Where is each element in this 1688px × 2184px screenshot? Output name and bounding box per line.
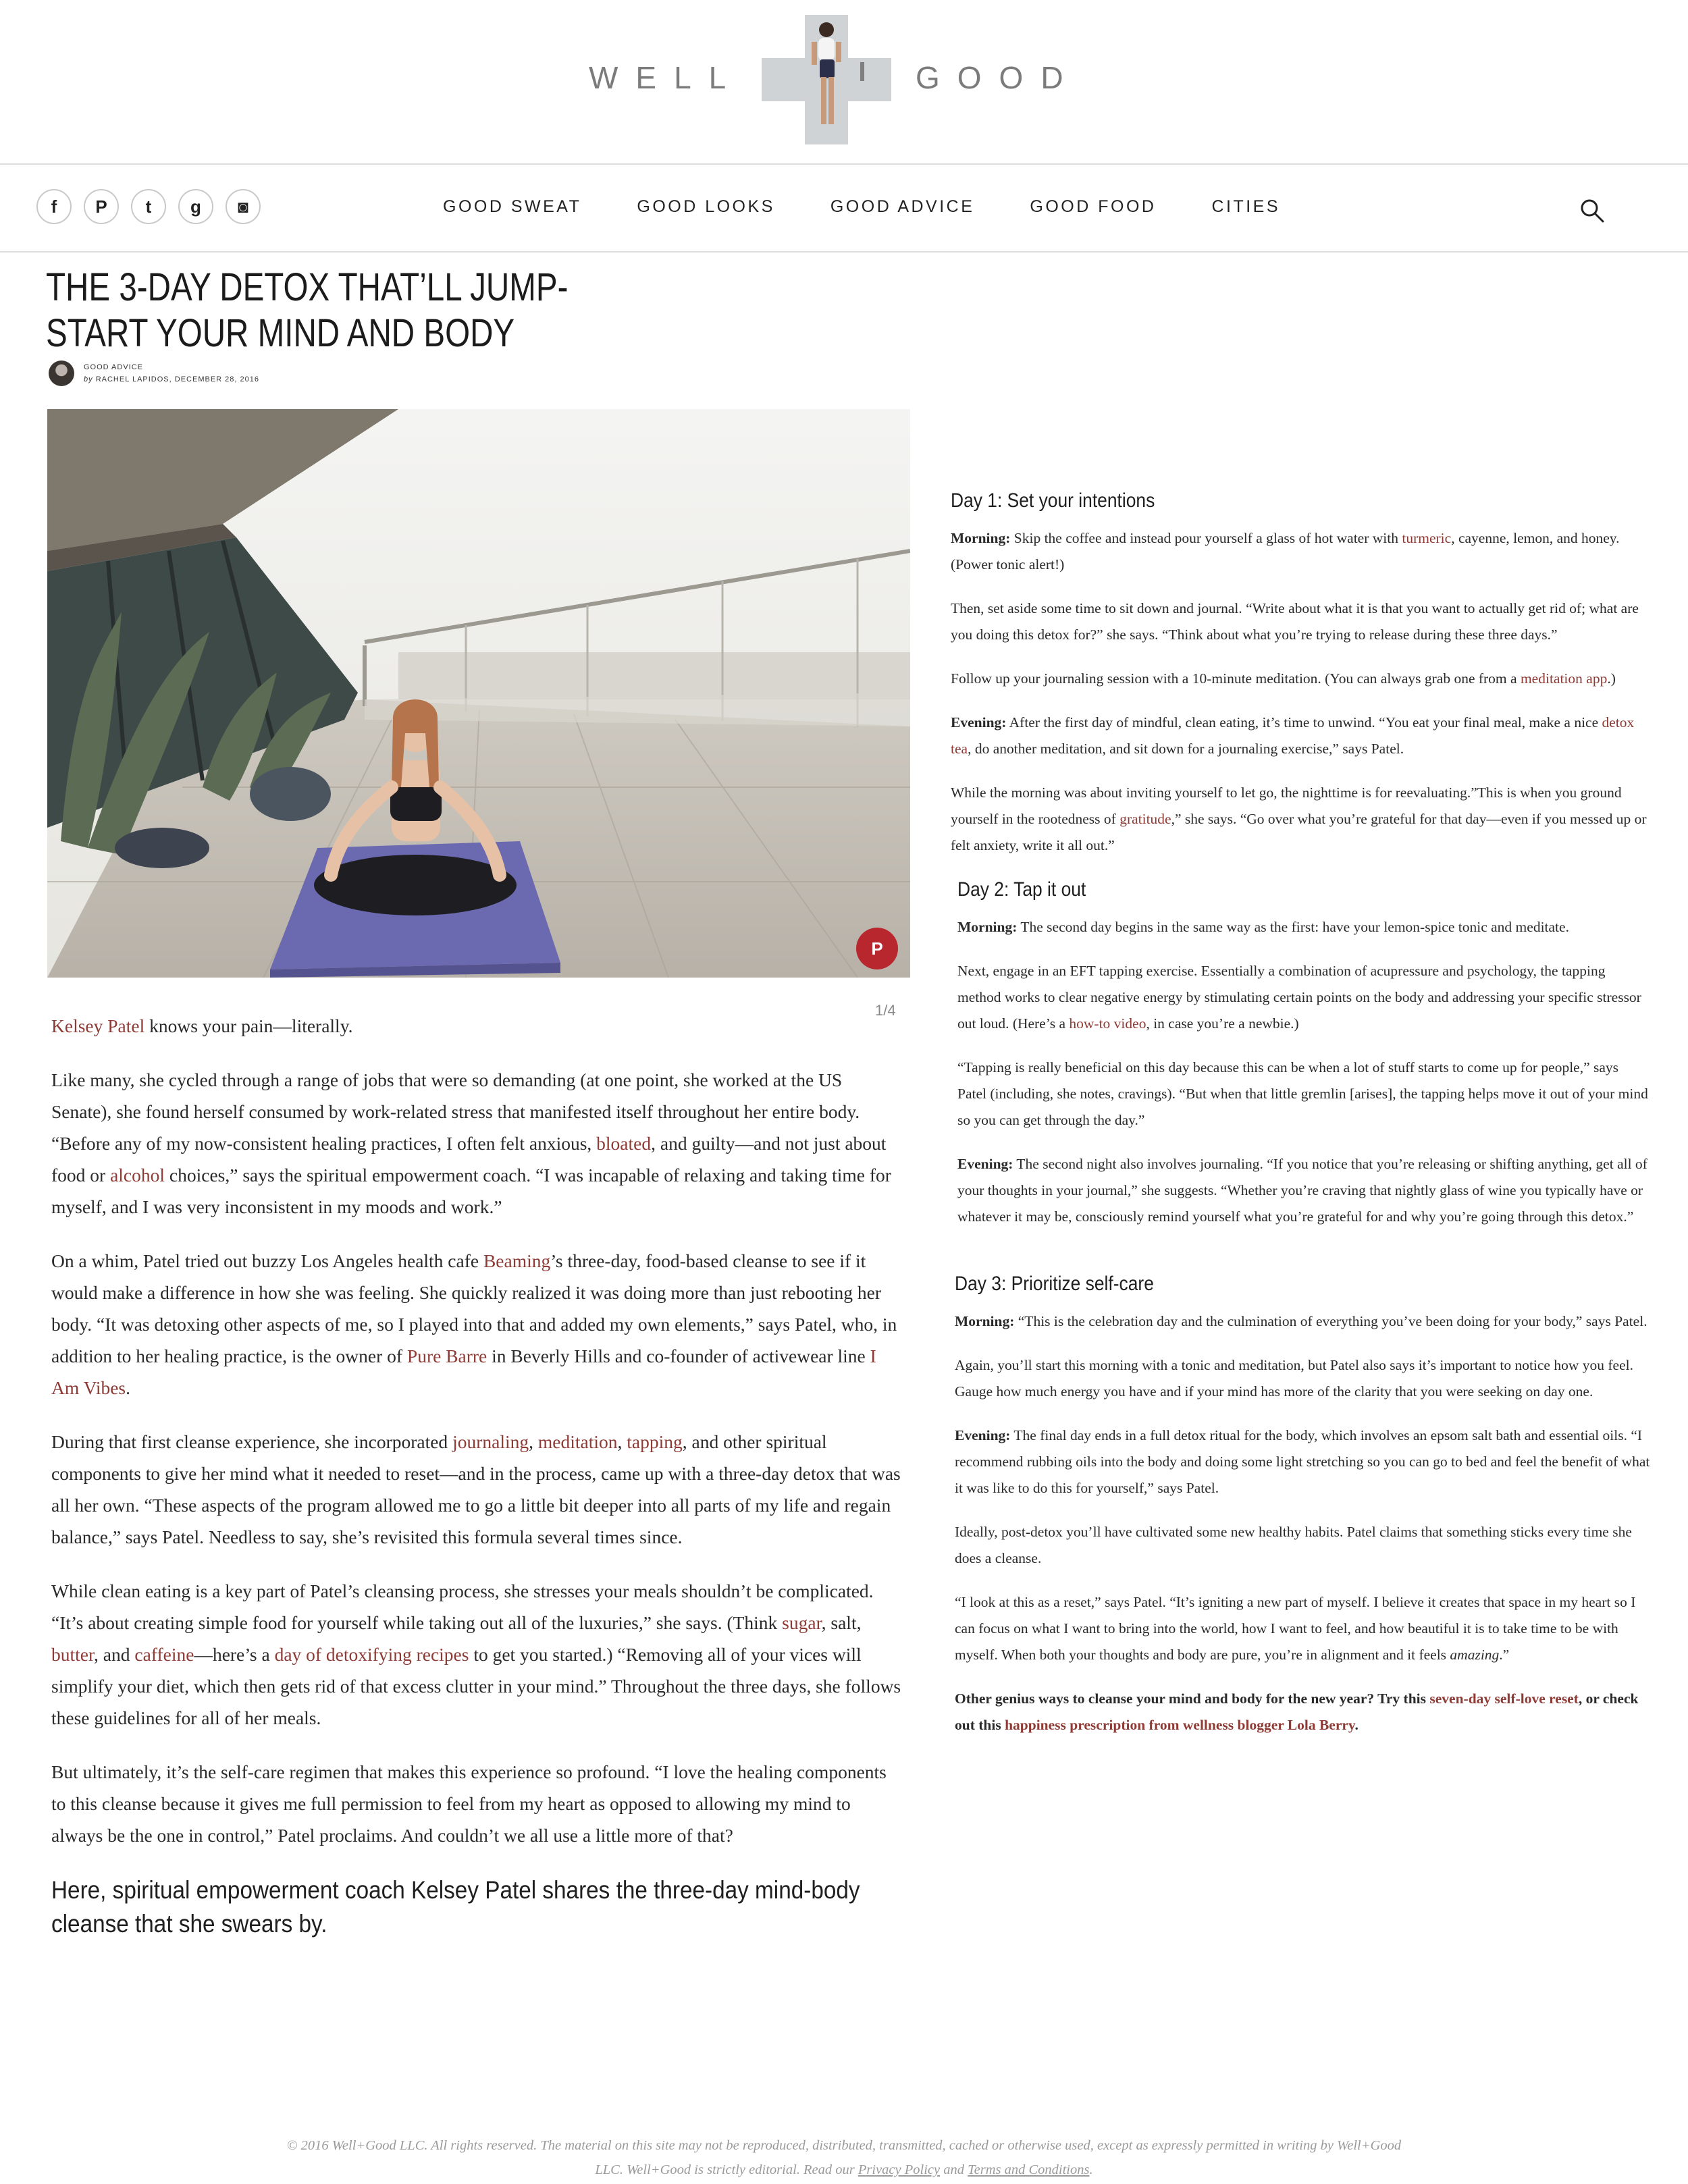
slide-counter: 1/4	[875, 1002, 896, 1019]
hero-image[interactable]	[47, 409, 910, 978]
link-tapping[interactable]: tapping	[627, 1431, 683, 1452]
category-link[interactable]: GOOD ADVICE	[84, 363, 144, 371]
link-how-to-video[interactable]: how-to video	[1069, 1015, 1146, 1032]
brand-logo-cross[interactable]	[762, 15, 891, 144]
article-body	[51, 1010, 903, 1941]
byline	[49, 361, 259, 386]
paragraph-background: Like many, she cycled through a range of jobs that were so demanding (at one point, she worked at the US Senate), she found herself consumed by work-related stress that manifested itself throughout her entire body. “Before any of my now-consistent healing practices, I often felt anxious, bloated, and guilty—and not just about food or alcohol choices,” says the spiritual empowerment coach. “I was incapable of relaxing and taking time for myself, and I was very inconsistent in my moods and work.”	[51, 1069, 891, 1217]
day1-evening: Evening: After the first day of mindful, clean eating, it’s time to unwind. “You eat your final meal, make a nice detox tea, do another meditation, and sit down for a journaling exercise,” says Patel.	[951, 714, 1635, 757]
link-caffeine[interactable]: caffeine	[134, 1644, 194, 1665]
brand-word-well[interactable]: WELL	[589, 60, 744, 95]
pinterest-icon[interactable]: P	[84, 189, 119, 224]
link-journaling[interactable]: journaling	[452, 1431, 529, 1452]
day1-meditation: Follow up your journaling session with a 10-minute meditation. (You can always grab one from a meditation app.)	[951, 670, 1616, 687]
link-meditation[interactable]: meditation	[537, 1431, 618, 1452]
social-links	[36, 189, 261, 224]
day2-eft: Next, engage in an EFT tapping exercise. Essentially a combination of acupressure and psychology, the tapping method works to clear negative energy by stimulating certain points on the body and addressing your specific stressor out loud. (Here’s a how-to video, in case you’re a newbie.)	[957, 963, 1641, 1032]
site-footer: © 2016 Well+Good LLC. All rights reserved. The material on this site may not be reproduced, distributed, transmitted, cached or otherwise used, except as expressly permitted in writing by Well+Good LLC. Well+Good is strictly editorial. Read our Privacy Policy and Terms and Conditions.	[286, 2138, 1402, 2177]
intro-paragraph: Kelsey Patel knows your pain—literally.	[51, 1015, 353, 1036]
pin-it-button[interactable]	[856, 928, 898, 969]
link-beaming[interactable]: Beaming	[483, 1250, 551, 1271]
day2-quote: “Tapping is really beneficial on this day because this can be when a lot of stuff starts to come up for people,” says Patel (including, she notes, cravings). “But when that little gremlin [arises], the tapping helps move it out of your mind so you can get through the day.”	[957, 1059, 1648, 1128]
link-detox-recipes[interactable]: day of detoxifying recipes	[274, 1644, 469, 1665]
link-meditation-app[interactable]: meditation app	[1520, 670, 1608, 687]
day3-heading: Day 3: Prioritize self-care	[955, 1273, 1154, 1295]
day3-morning: Morning: “This is the celebration day and the culmination of everything you’ve been doing for your body,” says Patel.	[955, 1313, 1647, 1329]
link-gratitude[interactable]: gratitude	[1119, 811, 1171, 827]
paragraph-first-cleanse: During that first cleanse experience, she incorporated journaling, meditation, tapping, and other spiritual components to give her mind what it needed to reset—and in the process, came up with a three-day detox that was all her own. “These aspects of the program allowed me to go a little bit deeper into all parts of my life and regain balance,” says Patel. Needless to say, she’s revisited this formula several times since.	[51, 1431, 901, 1547]
day3-evening: Evening: The final day ends in a full detox ritual for the body, which involves an epsom salt bath and essential oils. “I recommend rubbing oils into the body and doing some light stretching so you can go to bed and feel the benefit of what it was like to do this for yourself,” says Patel.	[955, 1427, 1650, 1496]
author-avatar[interactable]	[49, 361, 74, 386]
masthead	[0, 0, 1688, 165]
nav-good-looks[interactable]: GOOD LOOKS	[637, 197, 775, 216]
terms-link[interactable]: Terms and Conditions	[968, 2162, 1090, 2177]
link-i-am-vibes[interactable]: I Am Vibes	[51, 1346, 876, 1398]
day1-heading: Day 1: Set your intentions	[951, 489, 1155, 512]
search-icon[interactable]	[1579, 197, 1606, 224]
paragraph-clean-eating: While clean eating is a key part of Patel’s cleansing process, she stresses your meals shouldn’t be complicated. “It’s about creating simple food for yourself while taking out all of the luxuries,” she says. (Think sugar, salt, butter, and caffeine—here’s a day of detoxifying recipes to get you started.) “Removing all of your vices will simplify your diet, which then gets rid of that excess clutter in your mind.” Throughout the three days, she follows these guidelines for all of her meals.	[51, 1580, 901, 1728]
day3-section	[955, 1271, 1650, 1738]
detox-plan	[951, 487, 1650, 1756]
google-plus-icon[interactable]: g	[178, 189, 213, 224]
byline-by: by	[84, 375, 93, 383]
day3-again: Again, you’ll start this morning with a tonic and meditation, but Patel also says it’s important to notice how you feel. Gauge how much energy you have and if your mind has more of the clarity that you were seeking on day one.	[955, 1357, 1633, 1400]
instagram-icon[interactable]: ◙	[226, 189, 261, 224]
day1-night: While the morning was about inviting yourself to let go, the nighttime is for reevaluating.”This is when you ground yourself in the rootedness of gratitude,” she says. “Go over what you’re grateful for that day—even if you messed up or felt anxiety, write it all out.”	[951, 784, 1647, 853]
link-bloated[interactable]: bloated	[596, 1133, 652, 1154]
section-subheading: Here, spiritual empowerment coach Kelsey Patel shares the three-day mind-body cleanse that she swears by.	[51, 1876, 860, 1938]
hero-illustration	[47, 409, 910, 978]
nav-good-sweat[interactable]: GOOD SWEAT	[443, 197, 582, 216]
link-sugar[interactable]: sugar	[782, 1612, 822, 1633]
paragraph-self-care: But ultimately, it’s the self-care regimen that makes this experience so profound. “I love the healing components to this cleanse because it gives me full permission to feel from my heart as opposed to allowing my mind to always be the one in control,” Patel proclaims. And couldn’t we all use a little more of that?	[51, 1761, 887, 1846]
day2-evening: Evening: The second night also involves journaling. “If you notice that you’re releasing or shifting anything, get all of your thoughts in your journal,” she suggests. “Whether you’re craving that nightly glass of wine you typically have or whatever it may be, consciously remind yourself what you’re grateful for and why you’re going through this detox.”	[957, 1156, 1647, 1225]
link-pure-barre[interactable]: Pure Barre	[406, 1346, 487, 1366]
day2-section	[957, 876, 1650, 1230]
link-detox-tea[interactable]: detox tea	[951, 714, 1635, 757]
privacy-policy-link[interactable]: Privacy Policy	[858, 2162, 941, 2177]
main-navigation	[0, 165, 1688, 252]
facebook-icon[interactable]: f	[36, 189, 72, 224]
nav-good-advice[interactable]: GOOD ADVICE	[830, 197, 975, 216]
link-butter[interactable]: butter	[51, 1644, 95, 1665]
day1-journal: Then, set aside some time to sit down and journal. “Write about what it is that you want to actually get rid of; what are you doing this detox for?” she says. “Think about what you’re trying to release during these three days.”	[951, 600, 1639, 643]
related-links: Other genius ways to cleanse your mind and body for the new year? Try this seven-day self-love reset, or check out this happiness prescription from wellness blogger Lola Berry.	[955, 1690, 1639, 1733]
nav-good-food[interactable]: GOOD FOOD	[1030, 197, 1157, 216]
day3-reset: “I look at this as a reset,” says Patel. “It’s igniting a new part of myself. I believe it creates that space in my heart so I can focus on what I want to bring into the world, how I want to feel, and how beautiful it is to take time to be with myself. When both your thoughts and body are pure, you’re in alignment and it feels amazing.”	[955, 1594, 1636, 1663]
author-date	[84, 373, 259, 385]
paragraph-whim: On a whim, Patel tried out buzzy Los Angeles health cafe Beaming’s three-day, food-based cleanse to see if it would make a difference in how she was feeling. She quickly realized it was doing more than just rebooting her body. “It was detoxing other aspects of me, so I played into that and added my own elements,” says Patel, who, in addition to her healing practice, is the owner of Pure Barre in Beverly Hills and co-founder of activewear line I Am Vibes.	[51, 1250, 897, 1398]
day2-heading: Day 2: Tap it out	[957, 878, 1086, 901]
twitter-icon[interactable]: t	[131, 189, 166, 224]
link-self-love-reset[interactable]: seven-day self-love reset	[1429, 1690, 1579, 1707]
article-title: THE 3-DAY DETOX THAT’LL JUMP-START YOUR MIND AND BODY	[46, 265, 569, 355]
day1-morning: Morning: Skip the coffee and instead pour yourself a glass of hot water with turmeric, cayenne, lemon, and honey. (Power tonic alert!)	[951, 530, 1620, 572]
day2-morning: Morning: The second day begins in the same way as the first: have your lemon-spice tonic and meditate.	[957, 919, 1569, 935]
link-alcohol[interactable]: alcohol	[110, 1165, 165, 1186]
link-happiness-prescription[interactable]: happiness prescription from wellness blogger Lola Berry	[1005, 1717, 1355, 1733]
nav-cities[interactable]: CITIES	[1211, 197, 1281, 216]
brand-word-good[interactable]: GOOD	[916, 60, 1081, 95]
link-kelsey-patel[interactable]: Kelsey Patel	[51, 1015, 145, 1036]
author-date-text[interactable]: RACHEL LAPIDOS, DECEMBER 28, 2016	[95, 375, 259, 383]
section-menu	[443, 197, 1280, 217]
day3-ideally: Ideally, post-detox you’ll have cultivated some new healthy habits. Patel claims that something sticks every time she does a cleanse.	[955, 1524, 1632, 1566]
pinterest-pin-icon: P	[871, 938, 883, 959]
link-turmeric[interactable]: turmeric	[1402, 530, 1452, 546]
